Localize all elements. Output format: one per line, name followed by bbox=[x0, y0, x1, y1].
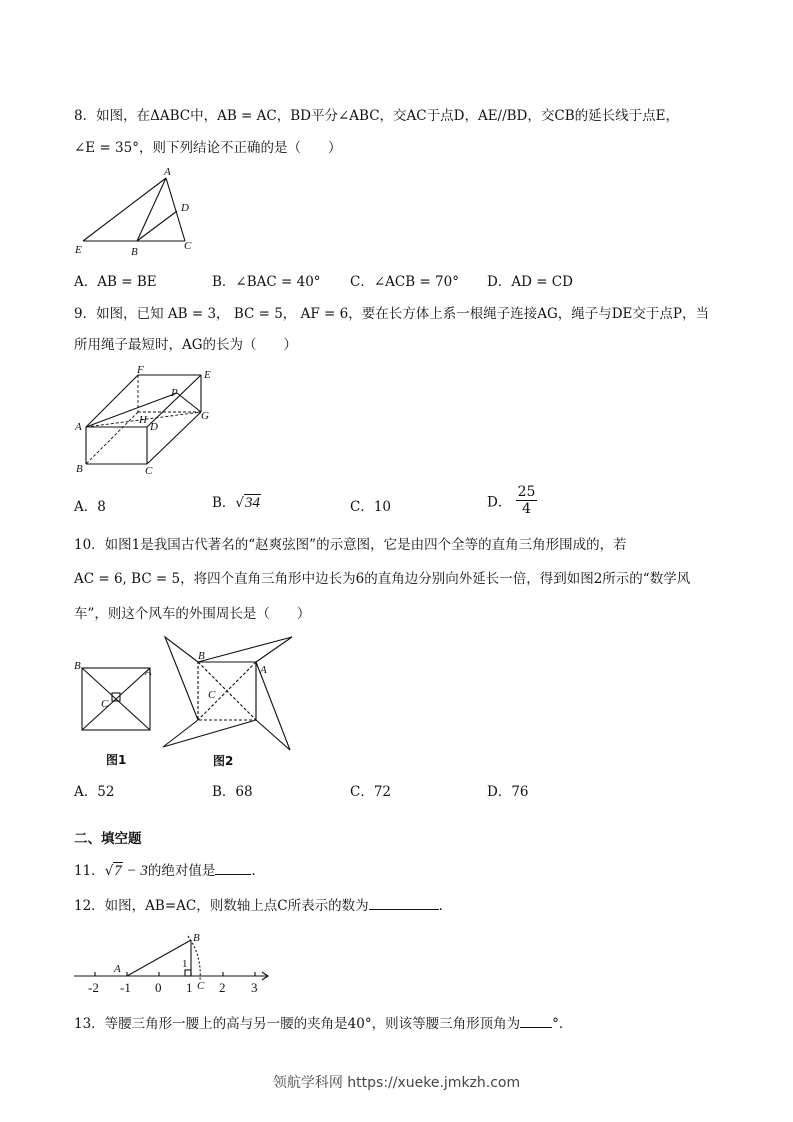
q10-stem-line2: AC = 6, BC = 5，将四个直角三角形中边长为6的直角边分别向外延长一倍，得到如图2所示的“数学风 bbox=[74, 571, 691, 587]
q10-fig1-label-a: A bbox=[145, 666, 152, 678]
q10-figure-2 bbox=[160, 632, 300, 772]
q11-minus-three: − 3 bbox=[122, 863, 148, 879]
q8-label-d: D bbox=[181, 202, 189, 214]
q10-fig2-label-b: B bbox=[198, 650, 205, 662]
q10-option-c: C．72 bbox=[350, 784, 392, 800]
q8-label-a: A bbox=[164, 166, 171, 178]
q12-label-a: A bbox=[114, 963, 121, 975]
footer-watermark: 领航学科网 https://xueke.jmkzh.com bbox=[272, 1075, 521, 1091]
q12-number-line-figure bbox=[70, 920, 280, 1000]
q9-option-b bbox=[212, 491, 261, 512]
q9-label-p: P bbox=[171, 387, 178, 399]
q9-label-a: A bbox=[75, 421, 82, 433]
q8-stem-line2: ∠E = 35°，则下列结论不正确的是（ ） bbox=[74, 140, 342, 156]
q8-label-e: E bbox=[75, 244, 82, 256]
q12-right-angle-mark bbox=[185, 970, 191, 976]
q11-end: . bbox=[251, 863, 256, 879]
q12-label-c: C bbox=[197, 980, 205, 992]
q10-option-a: A．52 bbox=[74, 784, 115, 800]
q10-caption-2: 图2 bbox=[213, 754, 234, 768]
q9-option-d-denominator: 4 bbox=[522, 501, 531, 517]
q12-tick-neg2: -2 bbox=[88, 980, 99, 995]
q12-tick-3: 3 bbox=[251, 980, 258, 995]
q12-stem bbox=[74, 894, 443, 914]
q11-number: 11． bbox=[74, 863, 105, 879]
q12-end: . bbox=[438, 898, 443, 914]
q8-option-a: A．AB = BE bbox=[74, 274, 157, 290]
q9-option-d-fraction bbox=[516, 484, 538, 517]
q13-stem bbox=[74, 1012, 572, 1032]
q9-option-c: C．10 bbox=[350, 499, 392, 515]
q9-option-b-sqrt: √34 bbox=[235, 495, 261, 511]
q9-label-d: D bbox=[150, 421, 158, 433]
q9-label-c: C bbox=[145, 465, 153, 477]
q8-stem-line1: 8．如图，在ΔABC中，AB = AC，BD平分∠ABC，交AC于点D，AE//BD，交CB的延长线于点E， bbox=[74, 108, 679, 124]
q12-text: 12．如图，AB=AC，则数轴上点C所表示的数为 bbox=[74, 898, 369, 914]
q10-stem-line3: 车”，则这个风车的外围周长是（ ） bbox=[74, 606, 311, 622]
q11-radicand: 7 bbox=[114, 863, 122, 879]
q11-text: 的绝对值是 bbox=[147, 863, 216, 879]
q9-label-e: E bbox=[204, 369, 211, 381]
section-fill-in-title: 二、填空题 bbox=[74, 831, 142, 847]
q12-answer-blank[interactable] bbox=[369, 909, 439, 910]
q10-caption-1: 图1 bbox=[106, 753, 127, 767]
q9-label-f: F bbox=[137, 364, 144, 376]
q9-label-b: B bbox=[76, 463, 83, 475]
q8-line-bd bbox=[137, 211, 177, 241]
q9-option-a: A．8 bbox=[74, 499, 106, 515]
q10-figure-1 bbox=[70, 632, 165, 772]
q8-option-b: B．∠BAC = 40° bbox=[212, 274, 321, 290]
q8-label-c: C bbox=[184, 240, 192, 252]
q11-answer-blank[interactable] bbox=[215, 874, 251, 875]
q9-label-h: H bbox=[139, 414, 147, 426]
q8-triangle-figure bbox=[70, 163, 200, 258]
q10-fig1-label-b: B bbox=[74, 660, 81, 672]
q10-fig2-label-a: A bbox=[260, 664, 267, 676]
q9-label-g: G bbox=[201, 410, 209, 422]
q10-fig2-label-c: C bbox=[208, 689, 216, 701]
q12-tick-0: 0 bbox=[155, 980, 162, 995]
q12-label-b: B bbox=[193, 932, 200, 944]
q9-option-d bbox=[487, 484, 537, 517]
q10-stem-line1: 10．如图1是我国古代著名的“赵爽弦图”的示意图，它是由四个全等的直角三角形围成的，若 bbox=[74, 537, 627, 553]
q12-tick-1: 1 bbox=[186, 980, 193, 995]
q8-option-c: C．∠ACB = 70° bbox=[350, 274, 459, 290]
q10-fig1-label-c: C bbox=[101, 698, 109, 710]
q13-text: 13．等腰三角形一腰上的高与另一腰的夹角是40°，则该等腰三角形顶角为 bbox=[74, 1016, 521, 1032]
q8-line-ab bbox=[137, 178, 166, 241]
q11-sqrt: √7 bbox=[104, 863, 122, 879]
q9-option-d-numerator: 25 bbox=[517, 484, 536, 500]
q9-option-b-radicand: 34 bbox=[245, 495, 261, 511]
q10-option-b: B．68 bbox=[212, 784, 253, 800]
q10-option-d: D．76 bbox=[487, 784, 529, 800]
q8-line-ea bbox=[83, 178, 166, 241]
q12-tick-neg1: -1 bbox=[120, 980, 131, 995]
q13-end: °． bbox=[552, 1016, 573, 1032]
q9-stem-line2: 所用绳子最短时，AG的长为（ ） bbox=[74, 337, 298, 353]
q13-answer-blank[interactable] bbox=[520, 1027, 552, 1028]
q9-stem-line1: 9．如图，已知 AB = 3， BC = 5， AF = 6，要在长方体上系一根绳子连接AG，绳子与DE交于点P，当 bbox=[74, 306, 709, 322]
q12-unit-label: 1 bbox=[182, 958, 188, 970]
q12-tick-2: 2 bbox=[219, 980, 226, 995]
q9-option-d-label: D． bbox=[487, 494, 512, 511]
q8-label-b: B bbox=[131, 246, 138, 258]
q9-option-b-label: B． bbox=[212, 495, 236, 511]
q8-option-d: D．AD = CD bbox=[487, 274, 573, 290]
q11-stem bbox=[74, 859, 256, 880]
q9-cuboid-figure bbox=[70, 360, 220, 480]
